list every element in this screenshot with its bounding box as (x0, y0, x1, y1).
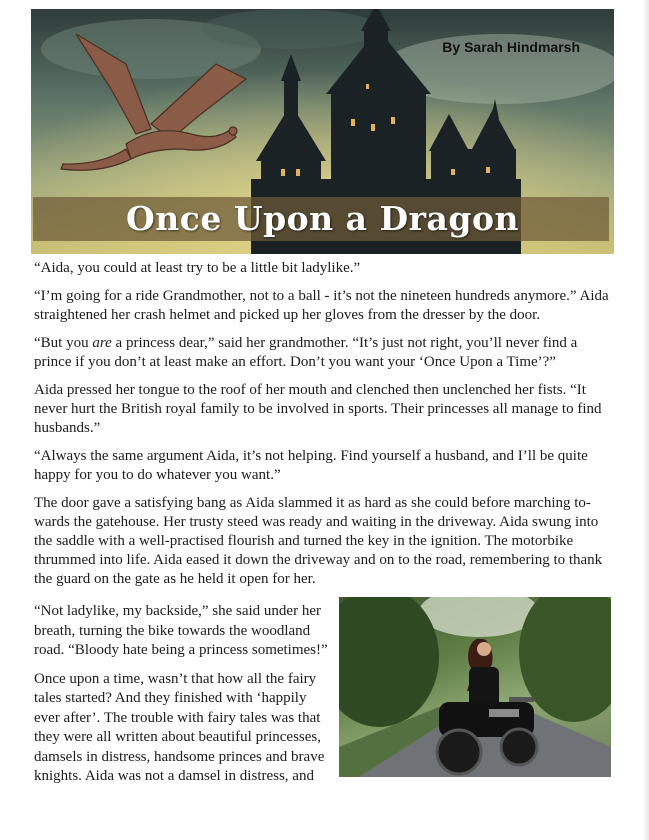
woman-on-motorbike-illustration (339, 597, 611, 777)
paragraph: “Not ladylike, my backside,” she said under her breath, turning the bike towards the woodland road. “Bloody hate being a princess sometimes!” (34, 603, 328, 658)
story-title: Once Upon a Dragon (126, 199, 519, 238)
rider-icon (467, 639, 499, 707)
byline: By Sarah Hindmarsh (442, 39, 580, 55)
story-text-column (34, 602, 334, 796)
paragraph: “I’m going for a ride Grandmother, not to a ball - it’s not the nineteen hundreds anymore.” Aida straightened her crash helmet and picked up her gloves from the dresser by the door. (34, 288, 609, 323)
emphasis: are (92, 335, 112, 351)
page-edge (643, 0, 649, 840)
paragraph: The door gave a satisfying bang as Aida slammed it as hard as she could before marching to-wards the gatehouse. Her trusty steed was ready and waiting in the driveway. Aida swung into the saddle with a well-practised flourish and turned the key in the ignition. The motorbike thrummed into life. Aida eased it down the driveway and on to the road, remembering to thank the guard on the gate as he held it open for her. (34, 495, 603, 587)
story-text (34, 259, 612, 598)
paragraph: Aida pressed her tongue to the roof of her mouth and clenched then unclenched her fists. “It never hurt the British royal family to be involved in sports. Their princesses all manage to find husbands.” (34, 382, 602, 436)
motorbike-photo (339, 597, 611, 777)
paragraph: “Aida, you could at least try to be a little bit ladylike.” (34, 260, 361, 276)
paragraph (34, 334, 612, 372)
paragraph-part: a princess dear,” said her grandmother. “It’s just not right, you’ll never find a prince if you don’t at least make an effort. Don’t you want your ‘Once Upon a Time’?” (34, 335, 578, 370)
paragraph: Once upon a time, wasn’t that how all the fairy tales started? And they finished with ‘happily ever after’. The trouble with fairy tales was that they were all written about beautiful princesses, damsels in distress, handsome princes and brave knights. Aida was not a damsel in distress, and (34, 670, 325, 784)
hero-image (31, 9, 614, 254)
paragraph-part: “But you (34, 335, 93, 351)
paragraph: “Always the same argument Aida, it’s not helping. Find yourself a husband, and I’ll be quite happy for you to do whatever you want.” (34, 448, 588, 483)
